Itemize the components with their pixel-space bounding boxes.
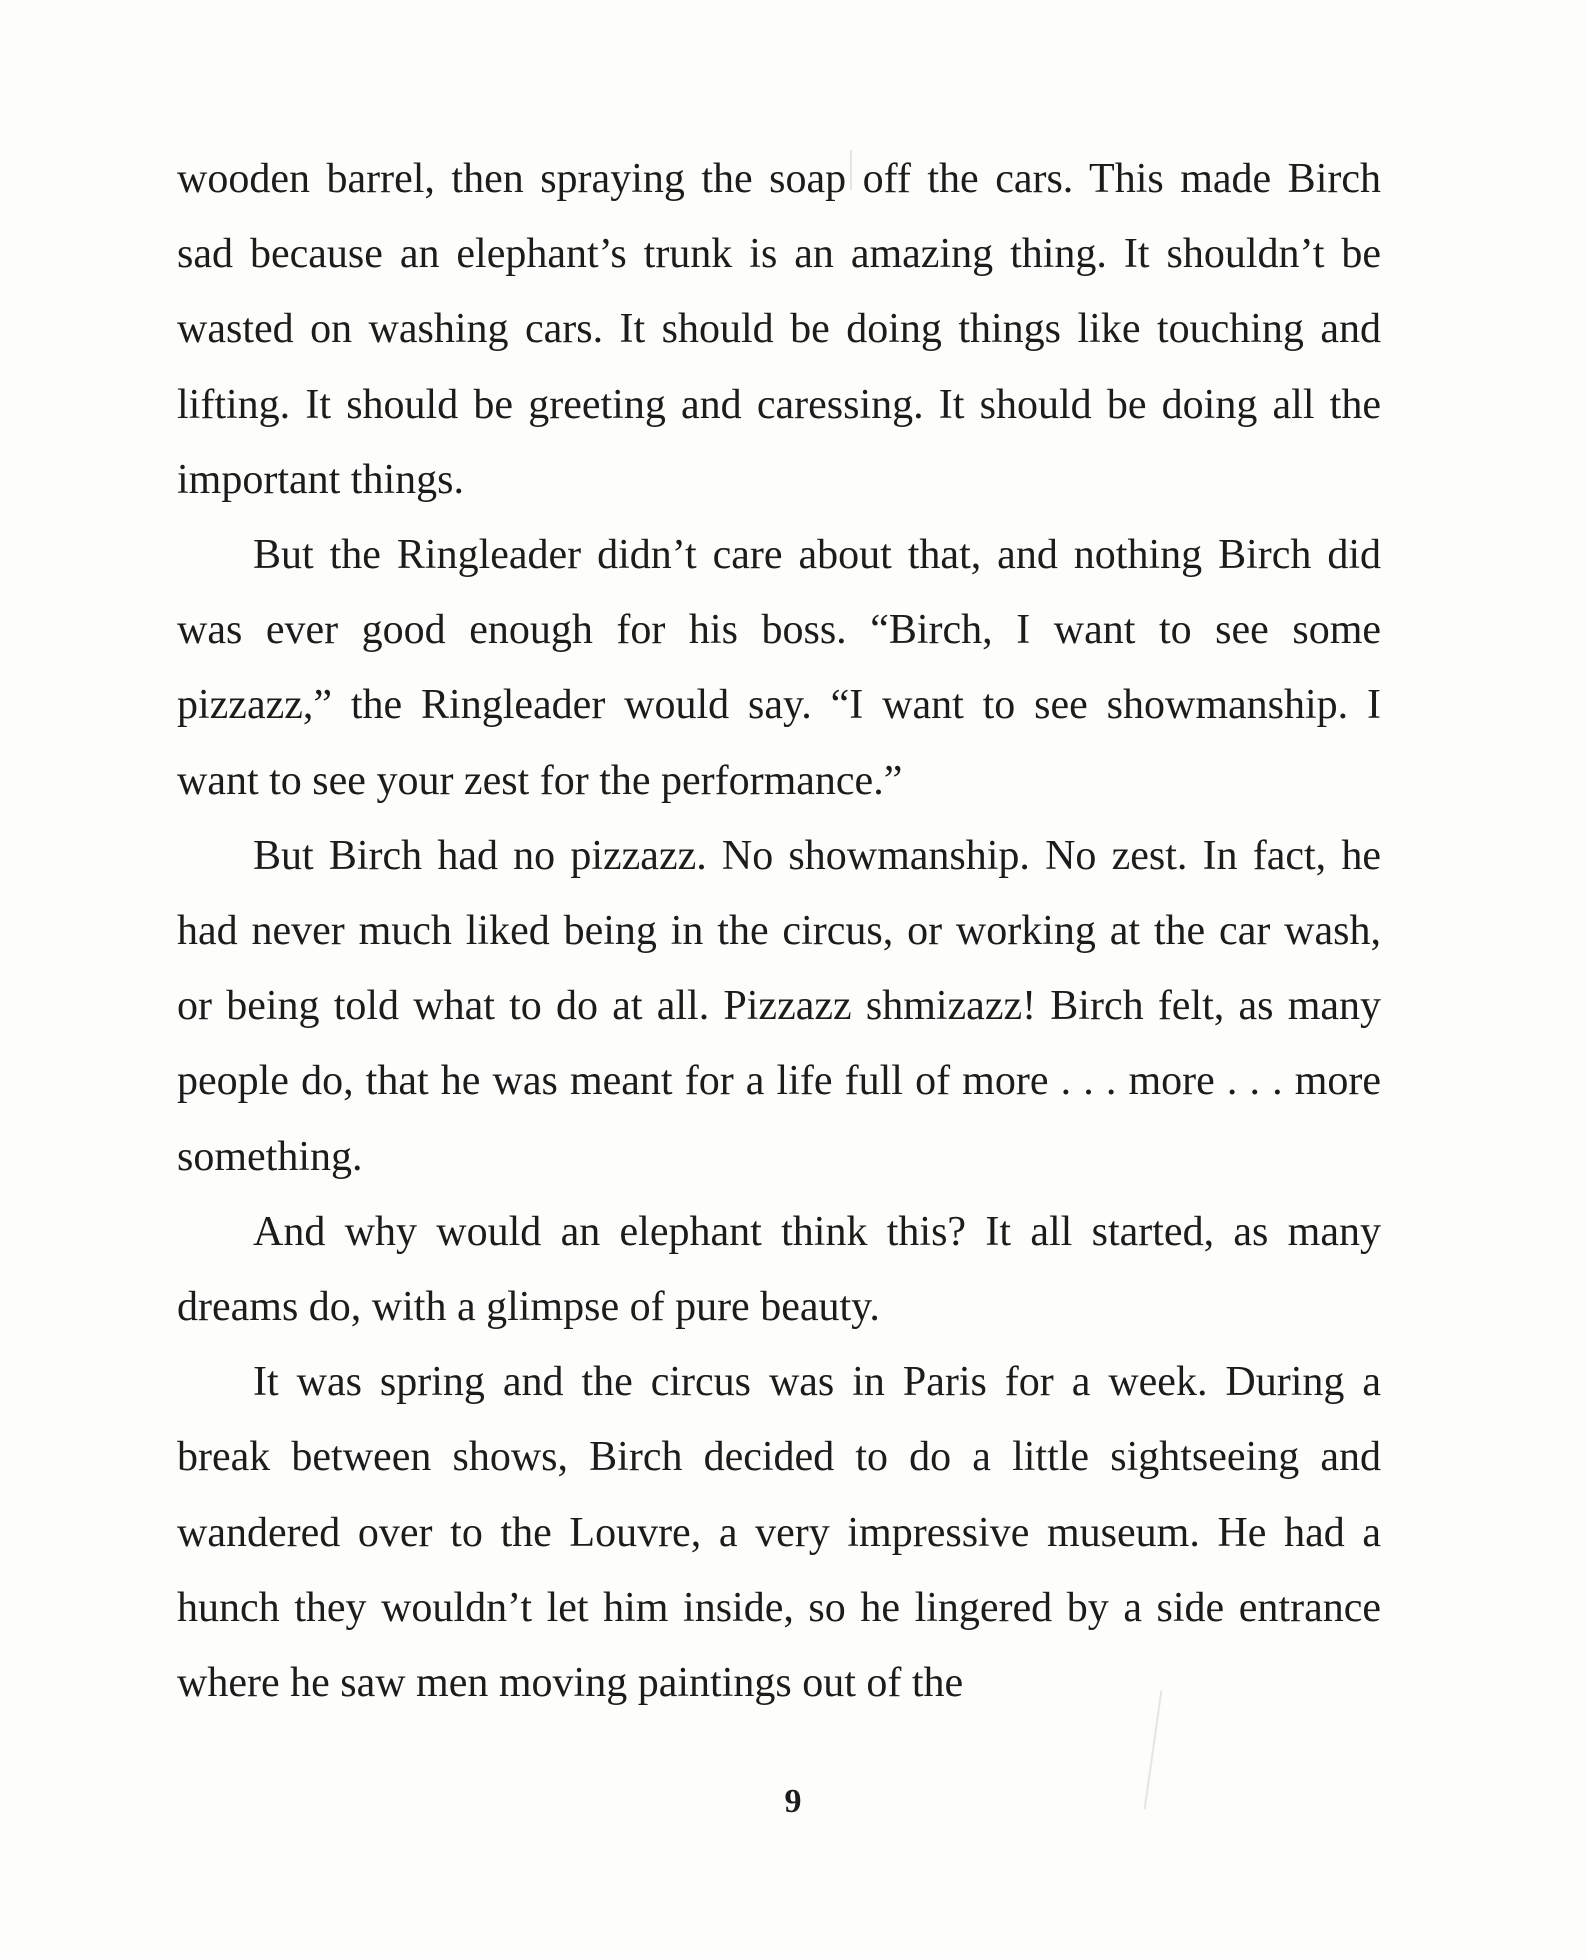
page-number: 9 [784, 1783, 802, 1820]
paragraph-3: But Birch had no pizzazz. No showmanship. No zest. In fact, he had never much liked being in the circus, or working at the car wash, or being told what to do at all. Pizzazz shmizazz! Birch felt, as many people do, that he was meant for a life full of more . . . more . . . more something. [177, 832, 1381, 1180]
paragraph-5: It was spring and the circus was in Paris for a week. During a break between shows, Birch decided to do a little sightseeing and wandered over to the Louvre, a very impressive museum. He had a hunch they wouldn’t let him inside, so he lingered by a side entrance where he saw men moving paintings out of the [177, 1359, 1381, 1707]
paragraph-4: And why would an elephant think this? It all started, as many dreams do, with a glimpse of pure beauty. [177, 1208, 1381, 1331]
paragraph-1: wooden barrel, then spraying the soap off the cars. This made Birch sad because an elephant’s trunk is an amazing thing. It shouldn’t be wasted on washing cars. It should be doing things like touching and lifting. It should be greeting and caressing. It should be doing all the important things. [177, 156, 1381, 503]
body-text [177, 142, 1381, 1721]
paragraph-2: But the Ringleader didn’t care about that, and nothing Birch did was ever good enough for his boss. “Birch, I want to see some pizzazz,” the Ringleader would say. “I want to see showmanship. I want to see your zest for the performance.” [177, 532, 1381, 804]
